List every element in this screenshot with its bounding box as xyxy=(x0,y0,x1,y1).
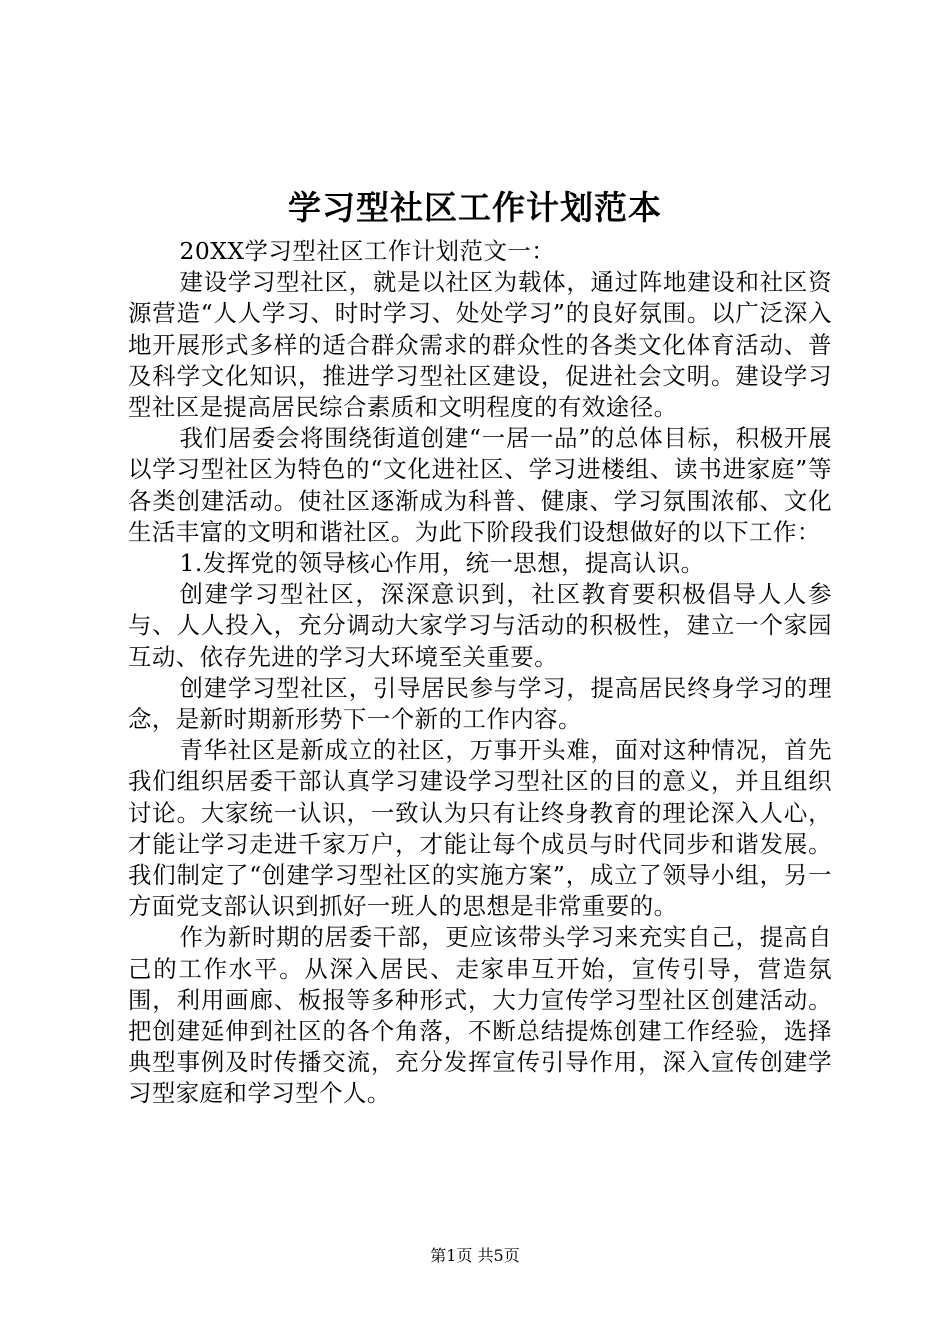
document-body xyxy=(128,236,832,1110)
paragraph: 创建学习型社区，深深意识到，社区教育要积极倡导人人参与、人人投入，充分调动大家学习与活动的积极性，建立一个家园互动、依存先进的学习大环境至关重要。 xyxy=(128,580,832,671)
paragraph: 创建学习型社区，引导居民参与学习，提高居民终身学习的理念，是新时期新形势下一个新的工作内容。 xyxy=(128,673,832,734)
page-number-footer: 第1页 共5页 xyxy=(430,1246,520,1265)
paragraph: 我们居委会将围绕街道创建“一居一品”的总体目标，积极开展以学习型社区为特色的“文化进社区、学习进楼组、读书进家庭”等各类创建活动。使社区逐渐成为科普、健康、学习氛围浓郁、文化生活丰富的文明和谐社区。为此下阶段我们设想做好的以下工作： xyxy=(128,424,832,546)
paragraph-intro: 20XX学习型社区工作计划范文一： xyxy=(179,237,556,265)
paragraph-heading: 1.发挥党的领导核心作用，统一思想，提高认识。 xyxy=(179,549,705,578)
page-title: 学习型社区工作计划范本 xyxy=(288,188,662,227)
paragraph: 作为新时期的居委干部，更应该带头学习来充实自己，提高自己的工作水平。从深入居民、走家串互开始，宣传引导，营造氛围，利用画廊、板报等多种形式，大力宣传学习型社区创建活动。把创建延伸到社区的各个角落，不断总结提炼创建工作经验，选择典型事例及时传播交流，充分发挥宣传引导作用，深入宣传创建学习型家庭和学习型个人。 xyxy=(128,923,832,1108)
paragraph: 建设学习型社区，就是以社区为载体，通过阵地建设和社区资源营造“人人学习、时时学习、处处学习”的良好氛围。以广泛深入地开展形式多样的适合群众需求的群众性的各类文化体育活动、普及科学文化知识，推进学习型社区建设，促进社会文明。建设学习型社区是提高居民综合素质和文明程度的有效途径。 xyxy=(128,268,832,422)
paragraph: 青华社区是新成立的社区，万事开头难，面对这种情况，首先我们组织居委干部认真学习建设学习型社区的目的意义，并且组织讨论。大家统一认识，一致认为只有让终身教育的理论深入人心，才能让学习走进千家万户，才能让每个成员与时代同步和谐发展。我们制定了“创建学习型社区的实施方案”，成立了领导小组，另一方面党支部认识到抓好一班人的思想是非常重要的。 xyxy=(128,736,832,921)
